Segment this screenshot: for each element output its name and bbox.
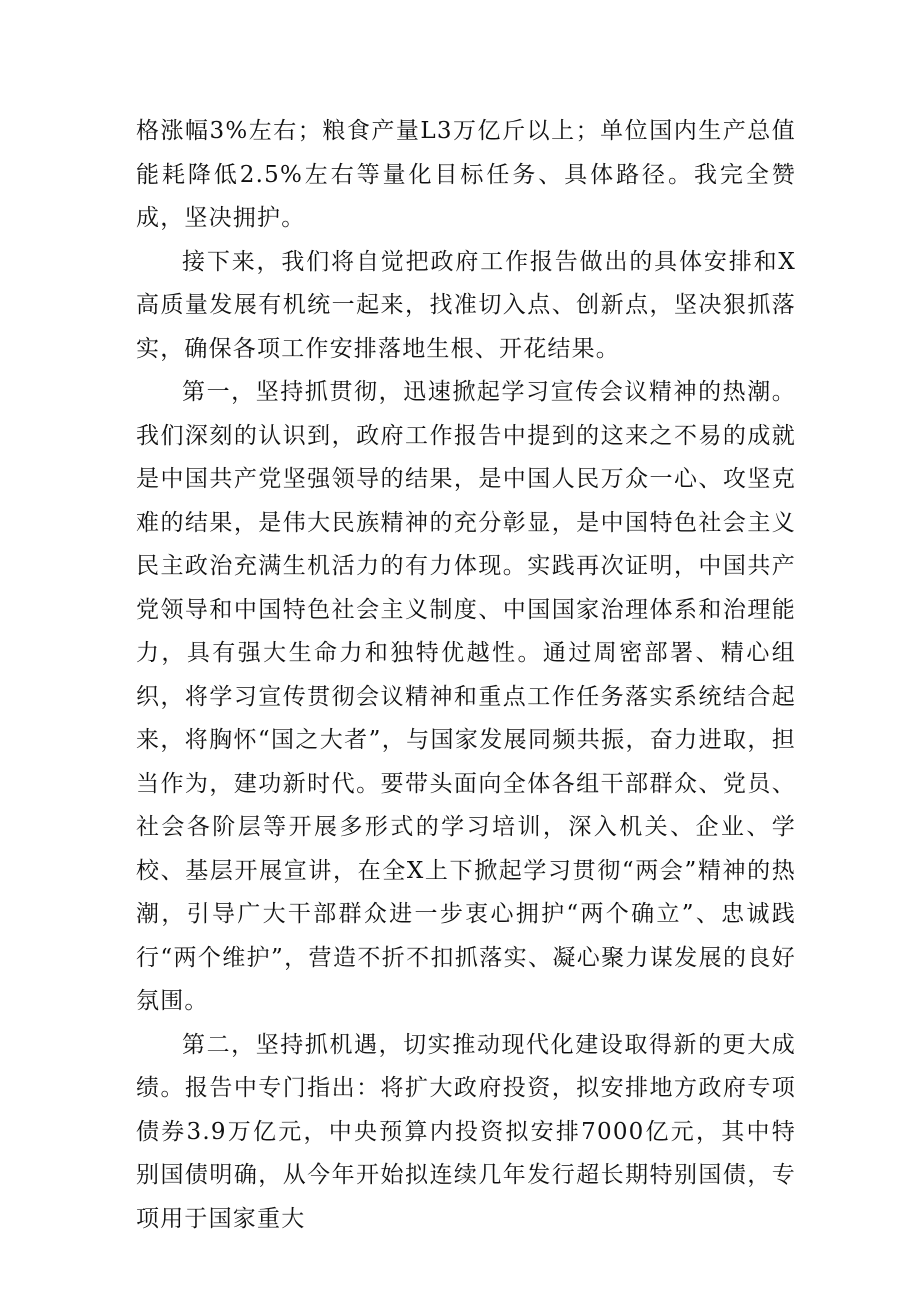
paragraph-targets-continuation: 格涨幅3%左右；粮食产量L3万亿斤以上；单位国内生产总值能耗降低2.5%左右等量化目标任务、具体路径。我完全赞成，坚决拥护。 <box>136 118 796 231</box>
paragraph-first-point: 第一，坚持抓贯彻，迅速掀起学习宣传会议精神的热潮。我们深刻的认识到，政府工作报告中提到的这来之不易的成就是中国共产党坚强领导的结果，是中国人民万众一心、攻坚克难的结果，是伟大民族精神的充分彰显，是中国特色社会主义民主政治充满生机活力的有力体现。实践再次证明，中国共产党领导和中国特色社会主义制度、中国国家治理体系和治理能力，具有强大生命力和独特优越性。通过周密部署、精心组织，将学习宣传贯彻会议精神和重点工作任务落实系统结合起来，将胸怀“国之大者”，与国家发展同频共振，奋力进取，担当作为，建功新时代。要带头面向全体各组干部群众、党员、社会各阶层等开展多形式的学习培训，深入机关、企业、学校、基层开展宣讲，在全X上下掀起学习贯彻“两会”精神的热潮，引导广大干部群众进一步衷心拥护“两个确立”、忠诚践行“两个维护”，营造不折不扣抓落实、凝心聚力谋发展的良好氛围。 <box>136 379 796 1014</box>
document-body <box>136 110 796 1241</box>
paragraph-next-steps: 接下来，我们将自觉把政府工作报告做出的具体安排和X高质量发展有机统一起来，找准切入点、创新点，坚决狠抓落实，确保各项工作安排落地生根、开花结果。 <box>136 248 796 362</box>
paragraph-second-point: 第二，坚持抓机遇，切实推动现代化建设取得新的更大成绩。报告中专门指出：将扩大政府投资，拟安排地方政府专项债券3.9万亿元，中央预算内投资拟安排7000亿元，其中特别国债明确，从今年开始拟连续几年发行超长期特别国债，专项用于国家重大 <box>136 1031 796 1232</box>
